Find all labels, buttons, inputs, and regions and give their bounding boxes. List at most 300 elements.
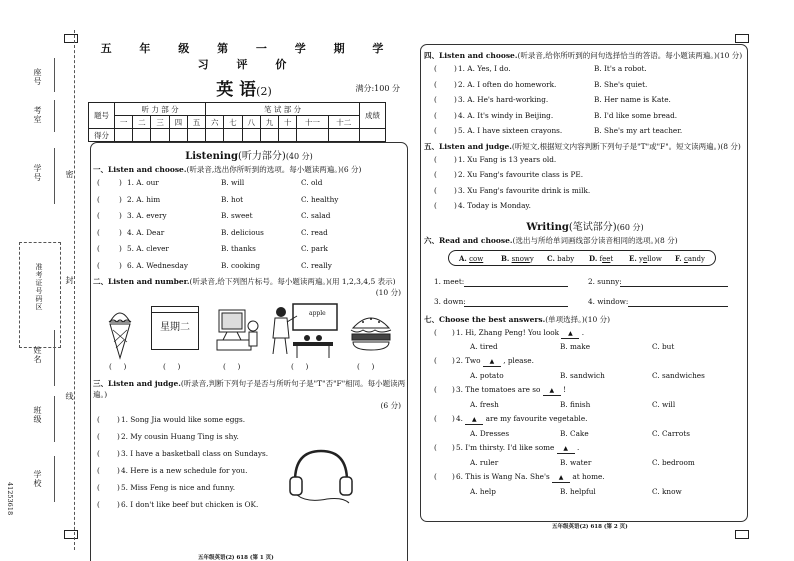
judge-sentence: [458, 183, 590, 199]
listening-heading: [91, 147, 407, 162]
writing-heading-en: Writing: [526, 221, 569, 233]
answer-paren[interactable]: (: [434, 64, 437, 73]
judge-sentence: [458, 152, 556, 168]
exam-room-label: 考室: [33, 106, 42, 124]
question-text: [456, 411, 587, 426]
word-option: [589, 251, 613, 267]
underlined-letters: c: [683, 254, 688, 263]
answer-paren-close: ): [117, 483, 120, 492]
ice-cream-picture: [105, 302, 135, 360]
calendar-picture: [151, 306, 199, 350]
option-a[interactable]: A. him: [136, 194, 161, 204]
score-cell[interactable]: [328, 129, 359, 142]
score-cell[interactable]: [206, 129, 224, 142]
item-number: 1.: [458, 154, 465, 164]
option-b[interactable]: B. will: [221, 178, 245, 187]
answer-paren[interactable]: (: [434, 170, 437, 179]
option-letter: F.: [675, 253, 682, 263]
question-text-before: I'm thirsty. I'd like some: [465, 443, 555, 453]
item-number: 6.: [456, 472, 463, 482]
judge-row: [424, 183, 746, 199]
answer-paren[interactable]: (: [434, 327, 437, 337]
judge-sentence: [458, 198, 531, 214]
answer-bracket[interactable]: ( ): [291, 362, 309, 371]
underlined-letters: snow: [511, 254, 530, 263]
item-number: 5.: [458, 126, 465, 135]
sentence-text: Miss Feng is nice and funny.: [130, 483, 236, 492]
fill-prompt: 2. sunny:: [588, 276, 622, 286]
section5-list: [424, 152, 746, 214]
answer-paren[interactable]: (: [434, 95, 437, 104]
section-num: 四、: [424, 51, 439, 60]
judge-row: [424, 152, 746, 168]
section-title: Listen and number.: [108, 277, 190, 286]
option-b[interactable]: B. delicious: [221, 227, 264, 237]
section2-pictures: [91, 302, 407, 362]
answer-paren[interactable]: (: [434, 201, 437, 210]
option-b[interactable]: B. cooking: [221, 260, 260, 270]
question-number-header: 题号: [89, 103, 115, 129]
option-c[interactable]: C. park: [301, 244, 328, 253]
question-text: [456, 469, 605, 484]
question-text: [456, 325, 584, 340]
sentence-text: Xu Fang's favourite drink is milk.: [467, 185, 591, 195]
answer-paren[interactable]: (: [97, 449, 100, 458]
tv-picture: [215, 306, 261, 356]
qnum-cell: 六: [206, 116, 224, 129]
option-a[interactable]: [458, 108, 553, 124]
board-word: apple: [309, 310, 326, 317]
judge-sentence: [458, 167, 583, 183]
corner-mark: [735, 530, 749, 539]
section-num: 二、: [93, 277, 108, 286]
section2-points: (10 分): [375, 288, 401, 297]
item-number: 1.: [121, 415, 128, 424]
section3-list: [91, 411, 407, 513]
choice-row: [91, 192, 407, 209]
item-number: 5.: [121, 483, 128, 492]
item-number: 2.: [127, 194, 134, 204]
item-number: 6.: [121, 500, 128, 509]
subject-name: 英 语: [216, 80, 257, 100]
option-c[interactable]: C. but: [652, 341, 675, 351]
full-score: 满分:100 分: [355, 84, 400, 93]
fill-row: [424, 292, 746, 312]
answer-paren[interactable]: (: [434, 79, 437, 89]
choice-row: [91, 175, 407, 192]
option-b[interactable]: B. I'd like some bread.: [594, 110, 678, 120]
right-page: [424, 48, 746, 530]
answer-paren[interactable]: (: [434, 356, 437, 366]
item-number: 2.: [458, 79, 465, 89]
answer-paren-close: ): [454, 185, 457, 195]
answer-line[interactable]: [628, 306, 728, 307]
option-b[interactable]: B. It's a robot.: [594, 64, 647, 73]
item-number-and-option-a: [127, 225, 164, 242]
option-a[interactable]: A. clever: [136, 244, 169, 253]
judge-sentence: [121, 462, 247, 479]
corner-mark: [735, 34, 749, 43]
item-number: 4.: [127, 227, 134, 237]
word-part: f: [599, 254, 603, 263]
item-number: 2.: [456, 356, 463, 366]
answer-paren[interactable]: (: [434, 154, 437, 164]
question-text-after: .: [581, 327, 585, 337]
sentence-text: I don't like beef but chicken is OK.: [130, 500, 259, 509]
answer-blank[interactable]: ▲: [483, 358, 501, 367]
word-option: [675, 251, 705, 267]
paper-code: 41253618: [6, 482, 14, 516]
option-a[interactable]: A. our: [136, 178, 159, 187]
total-header: 成绩: [360, 103, 386, 129]
item-number: 4.: [458, 201, 465, 210]
fill-prompt: 3. down:: [434, 296, 466, 306]
item-number-and-option-a: [127, 258, 188, 275]
judge-row: [424, 198, 746, 214]
item-number: 3.: [127, 211, 134, 220]
seal-mark-xian: 线: [65, 392, 74, 401]
answer-paren[interactable]: (: [97, 415, 100, 424]
answer-bracket[interactable]: ( ): [163, 362, 181, 371]
section-title: Read and choose.: [439, 235, 513, 245]
word-option: [501, 251, 534, 267]
option-a[interactable]: [458, 123, 562, 139]
answer-line[interactable]: [620, 286, 728, 287]
question-text-before: Two: [465, 356, 481, 366]
answer-line[interactable]: [464, 286, 568, 287]
section2-instruction: [93, 276, 407, 287]
option-c[interactable]: C. sandwiches: [652, 370, 705, 380]
option-a[interactable]: A. ruler: [470, 457, 499, 467]
choice-row: [91, 241, 407, 258]
writing-points: (60 分): [616, 222, 644, 232]
student-id-label: 学号: [33, 164, 42, 182]
option-c[interactable]: C. really: [301, 260, 332, 270]
answer-paren-close: ): [452, 327, 455, 337]
underlined-letters: cow: [469, 254, 484, 263]
word-part: llow: [647, 254, 662, 263]
question-row: [424, 469, 746, 484]
item-number-and-option-a: [127, 175, 159, 192]
section-instr: (听录音,选出你所听到的选项。每小题读两遍。)(6 分): [186, 165, 362, 174]
answer-paren[interactable]: (: [434, 185, 437, 195]
option-a-text: A. I often do homework.: [467, 79, 557, 89]
section-title: Listen and choose.: [108, 165, 187, 174]
option-letter: B.: [501, 253, 510, 263]
answer-paren-close: ): [117, 500, 120, 509]
answer-paren[interactable]: (: [97, 194, 100, 204]
answer-paren-close: ): [454, 79, 457, 89]
answer-paren[interactable]: (: [434, 443, 437, 453]
score-cell[interactable]: [360, 129, 386, 142]
question-text-before: This is Wang Na. She's: [465, 472, 550, 482]
judge-sentence: [121, 479, 235, 496]
answer-blank[interactable]: ▲: [465, 416, 483, 425]
answer-paren[interactable]: (: [97, 500, 100, 509]
answer-paren[interactable]: (: [97, 432, 100, 441]
section-num: 六、: [424, 235, 439, 245]
choice-row: [91, 258, 407, 275]
qnum-cell: 十一: [297, 116, 328, 129]
option-b[interactable]: B. helpful: [560, 486, 596, 496]
qnum-cell: 十: [279, 116, 297, 129]
answer-blank[interactable]: ▲: [557, 445, 575, 454]
option-a-text: A. He's hard-working.: [467, 95, 549, 104]
item-number: 3.: [456, 385, 463, 395]
option-b[interactable]: B. Her name is Kate.: [594, 95, 671, 104]
section-num: 三、: [93, 379, 108, 388]
item-number: 2.: [121, 432, 128, 441]
left-footer: 五年级英语(2) 618 (第 1 页): [198, 555, 274, 561]
option-a[interactable]: A. every: [136, 211, 167, 220]
option-a-text: A. It's windy in Beijing.: [467, 110, 554, 120]
judge-row: [91, 462, 407, 479]
qnum-cell: 七: [224, 116, 242, 129]
answer-line[interactable]: [464, 306, 568, 307]
item-number: 6.: [127, 260, 134, 270]
answer-paren[interactable]: (: [97, 178, 100, 187]
qnum-cell: 四: [169, 116, 187, 129]
choice-row: [91, 208, 407, 225]
option-letter: A.: [459, 253, 467, 263]
qnum-cell: 十二: [328, 116, 359, 129]
school-label: 学校: [33, 470, 42, 488]
listening-panel: [90, 142, 408, 561]
score-cell[interactable]: [297, 129, 328, 142]
score-cell[interactable]: [187, 129, 205, 142]
option-b[interactable]: B. hot: [221, 194, 244, 204]
seat-number-line: [54, 58, 55, 92]
headphones-picture: [287, 447, 357, 505]
judge-row: [424, 167, 746, 183]
exam-title: 五 年 级 第 一 学 期 学 习 评 价: [100, 42, 396, 71]
answer-bracket[interactable]: ( ): [357, 362, 375, 371]
option-a[interactable]: A. Wednesday: [136, 260, 189, 270]
qnum-cell: 三: [151, 116, 169, 129]
option-a-text: A. Yes, I do.: [467, 64, 511, 73]
answer-paren-close: ): [117, 449, 120, 458]
answer-paren[interactable]: (: [434, 414, 437, 424]
seal-mark-mi: 密: [65, 170, 74, 179]
item-number: 4.: [121, 466, 128, 475]
question-row: [424, 382, 746, 397]
name-label: 姓名: [33, 346, 42, 364]
answer-paren-close: ): [452, 356, 455, 366]
word-part: andy: [687, 254, 705, 263]
options-row: [424, 485, 746, 499]
question-text-after: !: [563, 385, 567, 395]
answer-paren-close: ): [117, 415, 120, 424]
answer-paren[interactable]: (: [97, 483, 100, 492]
section-instr: (选出与所给单词画线部分读音相同的选项。)(8 分): [512, 235, 678, 245]
score-cell[interactable]: [260, 129, 278, 142]
word-option: [547, 251, 574, 267]
section-num: 一、: [93, 165, 108, 174]
student-id-line: [54, 148, 55, 204]
options-row: [424, 398, 746, 412]
option-a[interactable]: A. Dear: [136, 227, 165, 237]
option-c[interactable]: C. read: [301, 227, 328, 237]
section3-instruction: [93, 378, 407, 400]
score-cell[interactable]: [279, 129, 297, 142]
score-row-label: 得分: [89, 129, 115, 142]
option-a[interactable]: [458, 77, 556, 93]
option-b[interactable]: B. Cake: [560, 428, 589, 438]
exam-room-line: [54, 100, 55, 132]
item-number-and-option-a: [127, 241, 169, 258]
option-a[interactable]: [458, 92, 548, 108]
qnum-cell: 二: [133, 116, 151, 129]
item-number: 3.: [121, 449, 128, 458]
choice-row: [424, 92, 746, 108]
answer-blank[interactable]: ▲: [552, 474, 570, 483]
answer-paren[interactable]: (: [434, 110, 437, 120]
section-title: Listen and judge.: [439, 141, 512, 151]
option-c[interactable]: C. old: [301, 178, 323, 187]
question-row: [424, 325, 746, 340]
item-number: 3.: [458, 95, 465, 104]
choice-row: [424, 61, 746, 77]
score-cell[interactable]: [224, 129, 242, 142]
judge-sentence: [121, 411, 245, 428]
sentence-text: Here is a new schedule for you.: [130, 466, 248, 475]
fill-prompt: 1. meet:: [434, 276, 465, 286]
options-row: [424, 427, 746, 441]
option-b[interactable]: B. sweet: [221, 211, 253, 220]
judge-sentence: [121, 445, 268, 462]
answer-paren-close: ): [452, 472, 455, 482]
options-row: [424, 456, 746, 470]
answer-paren-close: ): [119, 194, 122, 204]
option-b[interactable]: B. sandwich: [560, 370, 605, 380]
classroom-picture: [267, 302, 339, 360]
word-part: y: [639, 254, 643, 263]
seat-number-label: 座号: [33, 68, 42, 86]
option-c[interactable]: C. know: [652, 486, 682, 496]
option-b[interactable]: B. make: [560, 341, 591, 351]
question-text-after: are my favourite vegetable.: [485, 414, 588, 424]
writing-heading-cn: (笔试部分): [568, 221, 617, 233]
answer-paren[interactable]: (: [434, 472, 437, 482]
options-row: [424, 340, 746, 354]
answer-blank[interactable]: ▲: [543, 387, 561, 396]
answer-bracket[interactable]: ( ): [109, 362, 127, 371]
option-a-text: A. I have sixteen crayons.: [467, 126, 563, 135]
sentence-text: Today is Monday.: [467, 201, 531, 210]
admission-ticket-label: 准考证号码区: [35, 263, 43, 311]
answer-paren[interactable]: (: [434, 126, 437, 135]
qnum-cell: 五: [187, 116, 205, 129]
question-row: [424, 440, 746, 455]
option-a[interactable]: A. tired: [470, 341, 498, 351]
option-a[interactable]: A. help: [470, 486, 496, 496]
option-c[interactable]: C. healthy: [301, 194, 339, 204]
answer-paren[interactable]: (: [97, 466, 100, 475]
writing-part-header: 笔 试 部 分: [206, 103, 360, 116]
word-option: [459, 251, 483, 267]
option-c[interactable]: C. will: [652, 399, 676, 409]
answer-paren[interactable]: (: [97, 260, 100, 270]
question-text-before: Hi, Zhang Peng! You look: [465, 327, 560, 337]
judge-row: [91, 445, 407, 462]
underlined-letters: e: [642, 254, 648, 263]
answer-paren-close: ): [454, 154, 457, 164]
answer-paren-close: ): [454, 110, 457, 120]
listening-part-header: 听 力 部 分: [115, 103, 206, 116]
sentence-text: My cousin Huang Ting is shy.: [130, 432, 239, 441]
score-cell[interactable]: [169, 129, 187, 142]
word-part: y: [529, 254, 534, 263]
judge-row: [91, 479, 407, 496]
option-a[interactable]: [458, 61, 511, 77]
answer-paren-close: ): [454, 95, 457, 104]
choice-row: [424, 123, 746, 139]
question-text: [456, 382, 566, 397]
section-title: Listen and judge.: [108, 379, 181, 388]
option-c[interactable]: C. Carrots: [652, 428, 690, 438]
answer-blank[interactable]: ▲: [561, 330, 579, 339]
answer-paren[interactable]: (: [97, 211, 100, 220]
section-instr: (听短文,根据短文内容判断下列句子是"T"或"F"。短文读两遍。)(8 分): [511, 141, 741, 151]
sentence-text: Xu Fang is 13 years old.: [467, 154, 557, 164]
option-c[interactable]: C. bedroom: [652, 457, 695, 467]
choice-row: [424, 108, 746, 124]
answer-paren[interactable]: (: [434, 385, 437, 395]
answer-paren[interactable]: (: [97, 244, 100, 253]
answer-paren-close: ): [454, 201, 457, 210]
class-line: [54, 396, 55, 442]
score-cell[interactable]: [133, 129, 151, 142]
option-a[interactable]: A. fresh: [470, 399, 499, 409]
school-line: [54, 456, 55, 502]
answer-paren-close: ): [117, 466, 120, 475]
option-b[interactable]: B. finish: [560, 399, 591, 409]
answer-paren[interactable]: (: [97, 227, 100, 237]
listening-heading-cn: (听力部分): [238, 151, 286, 162]
score-cell[interactable]: [151, 129, 169, 142]
item-number: 1.: [456, 327, 463, 337]
question-text-after: at home.: [572, 472, 605, 482]
qnum-cell: 八: [242, 116, 260, 129]
section-instr: (听录音,给你所听到的问句选择恰当的答语。每小题读两遍。)(10 分): [517, 51, 743, 60]
item-number: 4.: [456, 414, 463, 424]
name-line: [54, 330, 55, 386]
item-number: 2.: [458, 170, 465, 179]
qnum-cell: 一: [115, 116, 133, 129]
word-part: t: [610, 254, 614, 263]
option-c[interactable]: C. salad: [301, 211, 331, 220]
score-cell[interactable]: [242, 129, 260, 142]
fill-row: [424, 272, 746, 292]
option-b[interactable]: B. thanks: [221, 244, 256, 253]
answer-bracket[interactable]: ( ): [223, 362, 241, 371]
option-a[interactable]: A. Dresses: [470, 428, 510, 438]
section7-list: [424, 325, 746, 499]
section-title: Listen and choose.: [439, 51, 518, 60]
item-number: 4.: [458, 110, 465, 120]
score-cell[interactable]: [115, 129, 133, 142]
option-a[interactable]: A. potato: [470, 370, 504, 380]
option-b[interactable]: B. water: [560, 457, 592, 467]
listening-heading-en: Listening: [185, 151, 238, 162]
option-b[interactable]: B. She's quiet.: [594, 79, 648, 89]
judge-row: [91, 411, 407, 428]
section-num: 五、: [424, 141, 439, 151]
option-b[interactable]: B. She's my art teacher.: [594, 126, 683, 135]
class-label: 班级: [33, 406, 42, 424]
judge-sentence: [121, 428, 239, 445]
binding-dashed-line: [74, 30, 75, 550]
